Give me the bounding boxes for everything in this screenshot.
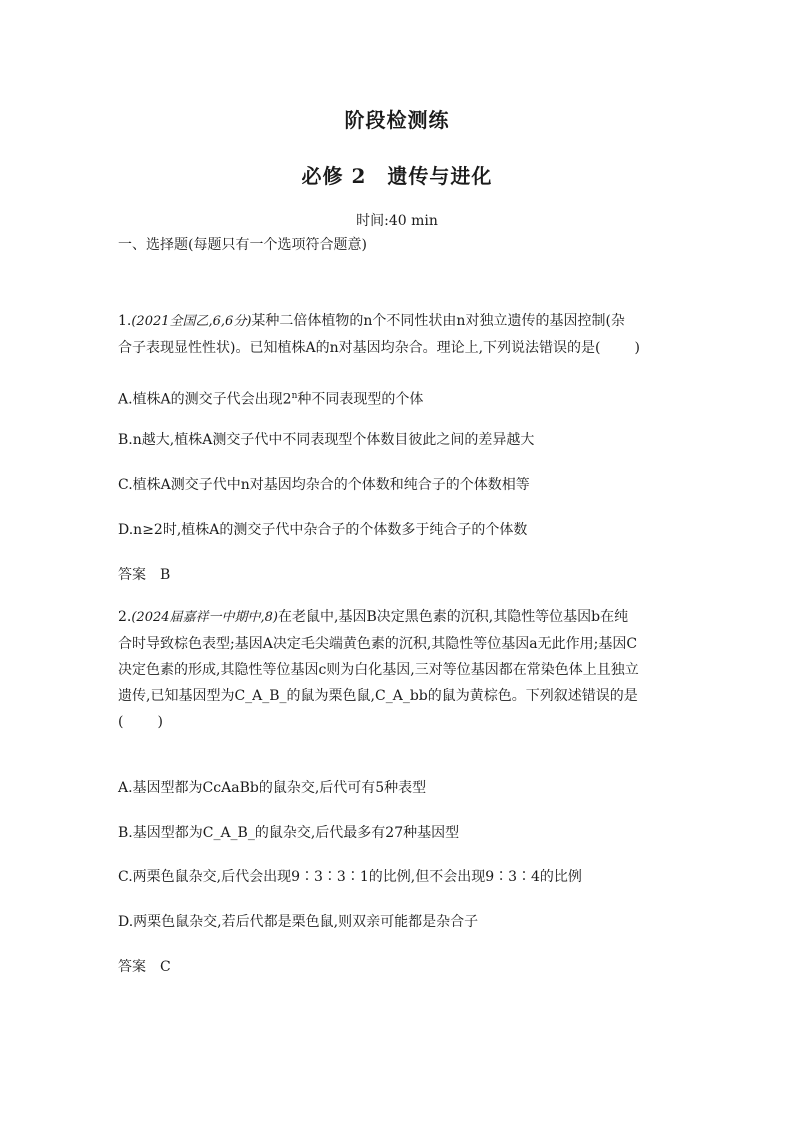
question-2-option-b: B.基因型都为C_A_B_的鼠杂交,后代最多有27种基因型 [118, 825, 460, 841]
question-1 [118, 308, 678, 361]
question-2-paren-close: ) [157, 714, 163, 730]
question-1-stem-line-2 [118, 335, 678, 361]
option-a-text-pre: A.植株A的测交子代会出现2 [118, 391, 292, 408]
question-2-stem-line-4: 遗传,已知基因型为C_A_B_的鼠为栗色鼠,C_A_bb的鼠为黄棕色。下列叙述错误的是 [118, 688, 638, 704]
question-2-option-a: A.基因型都为CcAaBb的鼠杂交,后代可有5种表型 [118, 780, 427, 796]
question-2-stem-line-2: 合时导致棕色表型;基因A决定毛尖端黄色素的沉积,其隐性等位基因a无此作用;基因C [118, 636, 638, 652]
question-2 [118, 604, 678, 735]
question-2-source: (2024届嘉祥一中期中,8) [131, 610, 278, 625]
question-2-number: 2. [118, 609, 132, 625]
option-a-exponent: n [291, 391, 298, 401]
question-1-answer: 答案 B [118, 567, 171, 583]
question-1-stem-text-2: 合子表现显性性状)。已知植株A的n对基因均杂合。理论上,下列说法错误的是( [118, 340, 601, 356]
question-1-option-b: B.n越大,植株A测交子代中不同表现型个体数目彼此之间的差异越大 [118, 432, 535, 448]
question-2-paren-open: ( [118, 714, 124, 730]
question-2-option-d: D.两栗色鼠杂交,若后代都是栗色鼠,则双亲可能都是杂合子 [118, 914, 479, 930]
time-limit: 时间:40 min [356, 213, 438, 229]
question-2-stem-line-5 [118, 709, 678, 735]
question-1-stem-close: ) [634, 340, 640, 356]
question-1-number: 1. [118, 313, 132, 329]
question-2-stem-line-3: 决定色素的形成,其隐性等位基因c则为白化基因,三对等位基因都在常染色体上且独立 [118, 662, 639, 678]
question-1-stem-text-1: 某种二倍体植物的n个不同性状由n对独立遗传的基因控制(杂 [251, 313, 625, 329]
section-heading: 一、选择题(每题只有一个选项符合题意) [118, 237, 367, 253]
question-2-stem-text-1: 在老鼠中,基因B决定黑色素的沉积,其隐性等位基因b在纯 [278, 609, 629, 625]
question-2-stem-line-1 [118, 604, 678, 631]
question-1-stem-line-1 [118, 308, 678, 335]
page-subtitle: 必修 2 遗传与进化 [301, 164, 493, 188]
question-2-answer: 答案 C [118, 959, 171, 975]
option-a-text-post: 种不同表现型的个体 [297, 391, 424, 408]
question-1-option-d: D.n≥2时,植株A的测交子代中杂合子的个体数多于纯合子的个体数 [118, 522, 528, 538]
question-1-option-c: C.植株A测交子代中n对基因均杂合的个体数和纯合子的个体数相等 [118, 477, 530, 493]
question-1-option-a [118, 386, 678, 410]
question-2-option-c: C.两栗色鼠杂交,后代会出现9∶3∶3∶1的比例,但不会出现9∶3∶4的比例 [118, 869, 582, 885]
question-1-source: (2021全国乙,6,6分) [131, 314, 252, 329]
page-title: 阶段检测练 [344, 108, 450, 132]
